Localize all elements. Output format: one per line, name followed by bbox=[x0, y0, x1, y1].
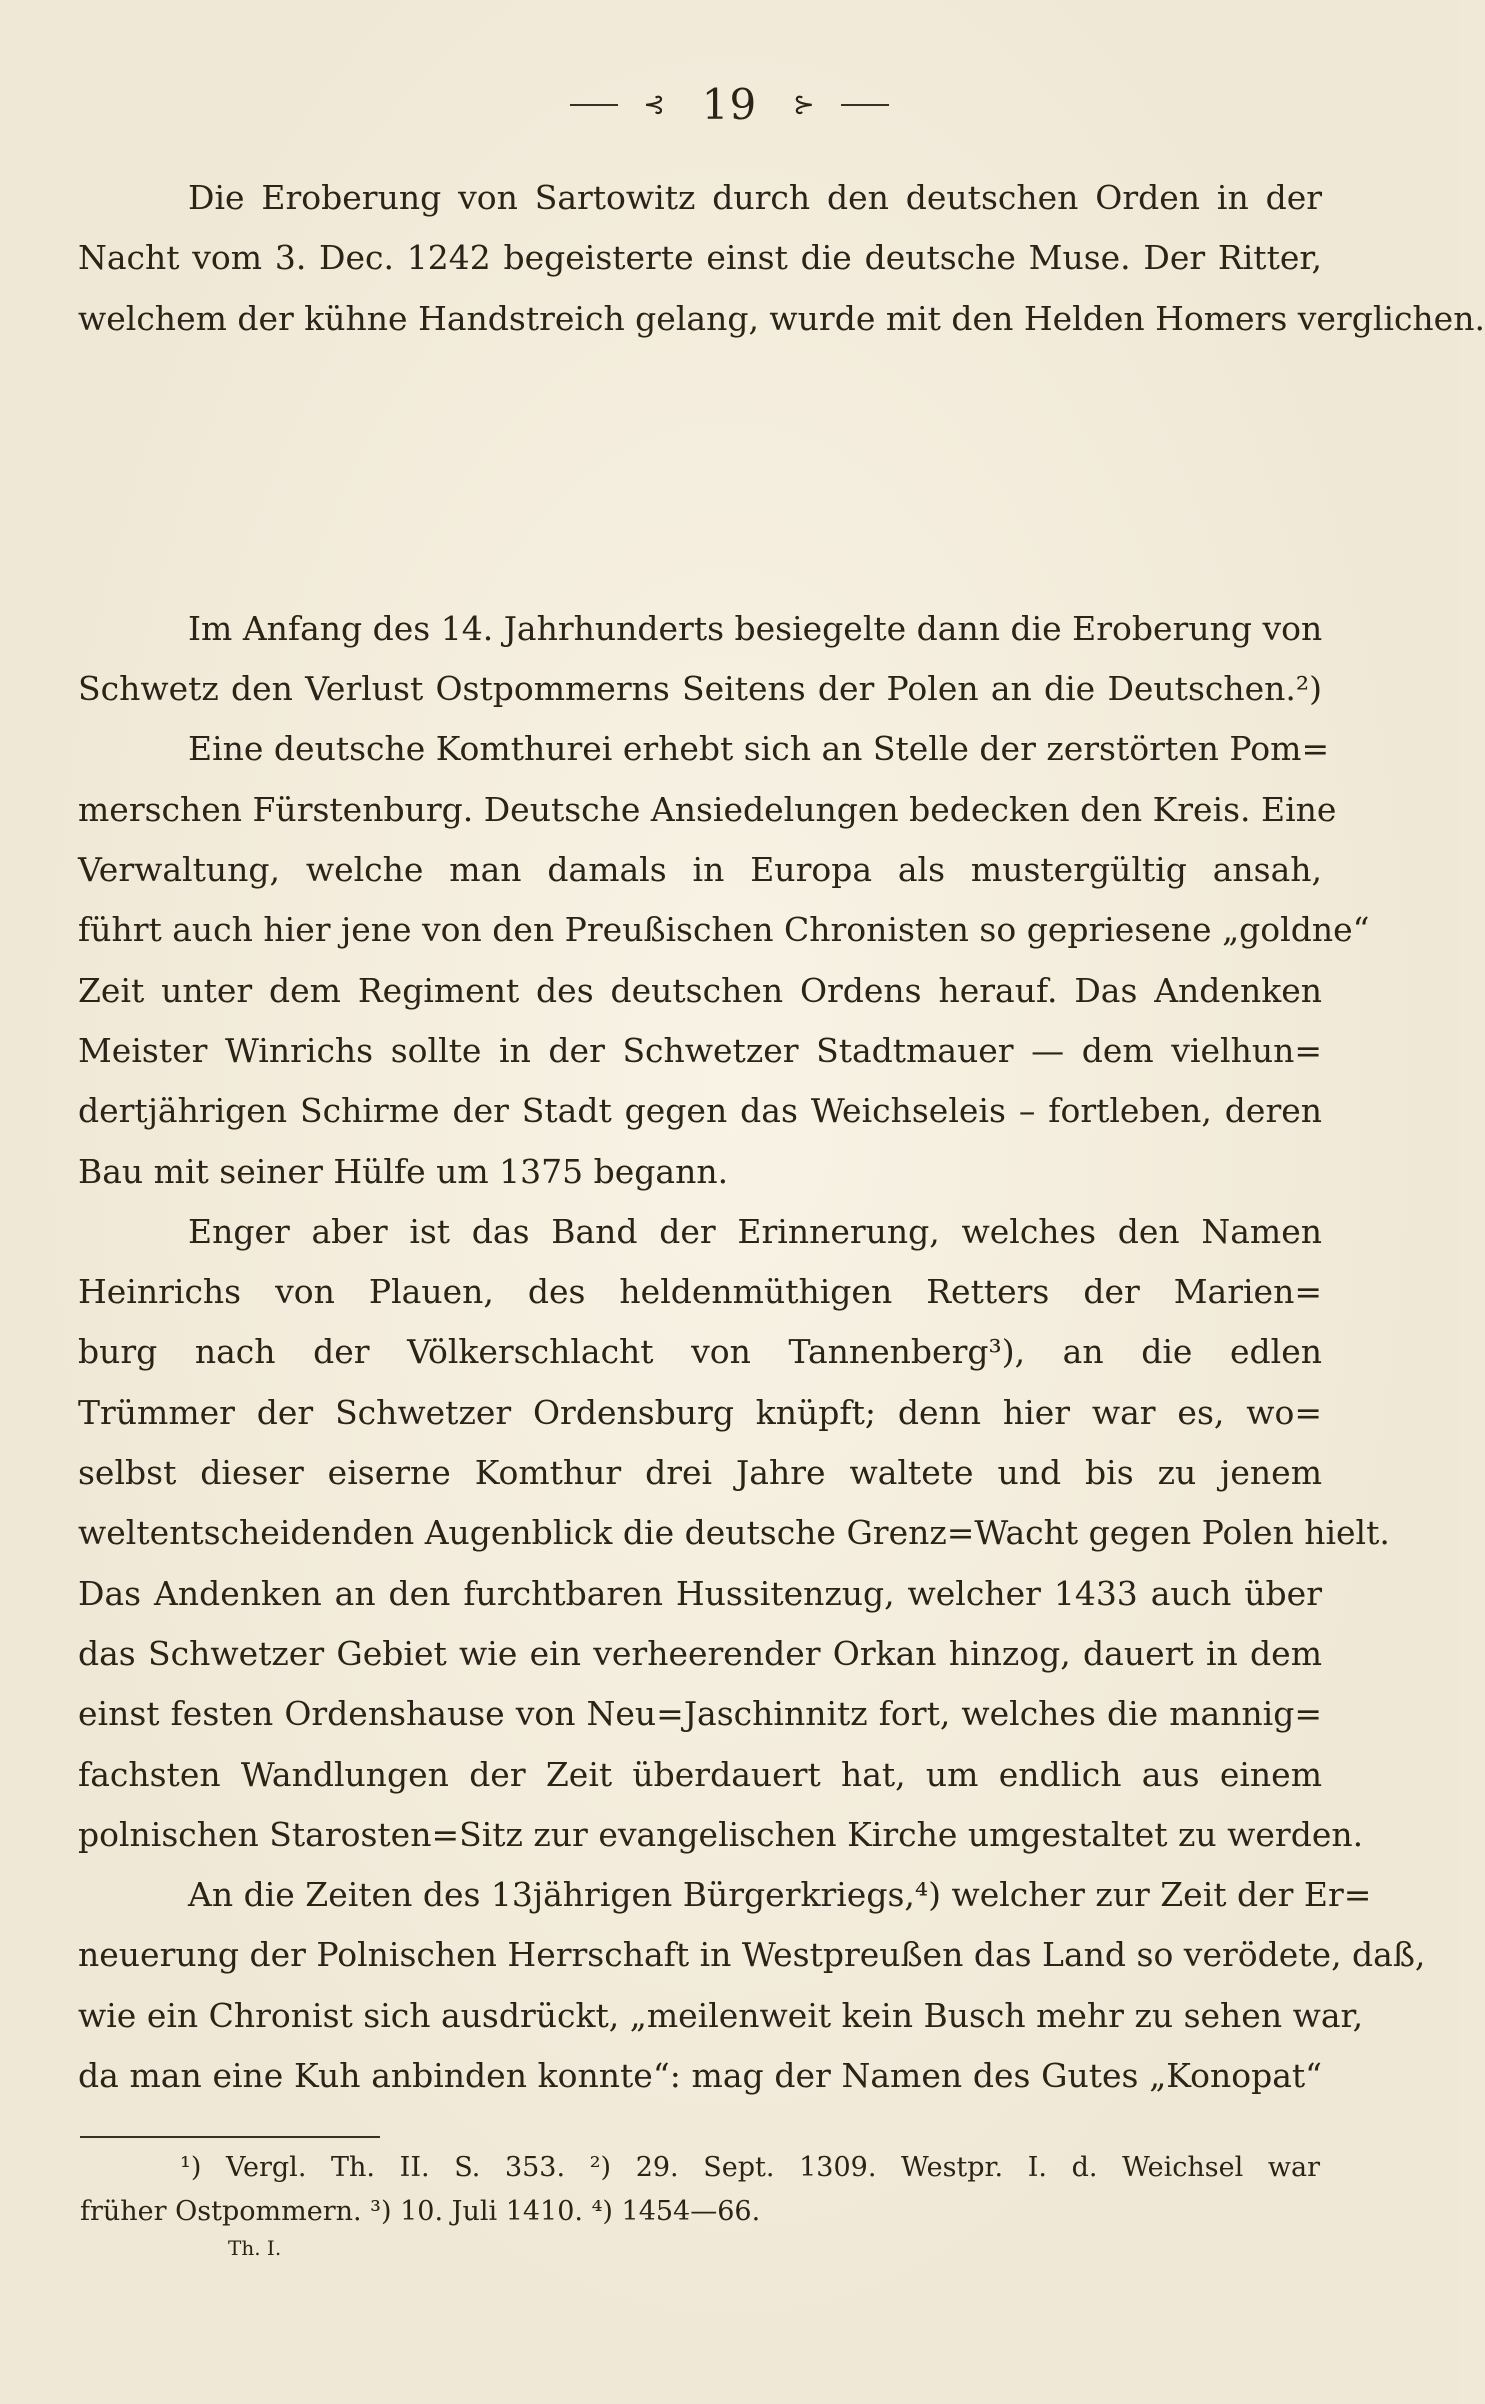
footnote-separator bbox=[80, 2136, 380, 2138]
text-line: Enger aber ist das Band der Erinnerung, welches den Namen bbox=[188, 1211, 1322, 1251]
text-line: Verwaltung, welche man damals in Europa als mustergültig ansah, bbox=[78, 850, 1322, 890]
text-line: Das Andenken an den furchtbaren Hussitenzug, welcher 1433 auch über bbox=[78, 1573, 1322, 1613]
verse-line bbox=[502, 473, 1322, 515]
text-line: Eine deutsche Komthurei erhebt sich an Stelle der zerstörten Pom= bbox=[188, 729, 1330, 769]
verse-line bbox=[502, 389, 1322, 431]
footnote-line: früher Ostpommern. ³) 10. Juli 1410. ⁴) 1454—66. bbox=[80, 2196, 761, 2227]
text-line: Bau mit seiner Hülfe um 1375 begann. bbox=[78, 1151, 729, 1191]
header-rule-right bbox=[841, 104, 889, 106]
text-line: Schwetz den Verlust Ostpommerns Seitens der Polen an die Deutschen.²) bbox=[78, 669, 1322, 709]
text-line: burg nach der Völkerschlacht von Tannenberg³), an die edlen bbox=[78, 1332, 1322, 1372]
footnote-line: ¹) Vergl. Th. II. S. 353. ²) 29. Sept. 1309. Westpr. I. d. Weichsel war bbox=[180, 2152, 1320, 2183]
text-line: Heinrichs von Plauen, des heldenmüthigen Retters der Marien= bbox=[78, 1272, 1322, 1312]
text-line: da man eine Kuh anbinden konnte“: mag der Namen des Gutes „Konopat“ bbox=[78, 2056, 1322, 2096]
verse-line bbox=[502, 431, 1322, 473]
text-line: das Schwetzer Gebiet wie ein verheerender Orkan hinzog, dauert in dem bbox=[78, 1633, 1322, 1673]
text-line: Im Anfang des 14. Jahrhunderts besiegelte dann die Eroberung von bbox=[188, 608, 1323, 648]
verse-line bbox=[502, 557, 1322, 599]
text-line: Meister Winrichs sollte in der Schwetzer Stadtmauer — dem vielhun= bbox=[78, 1030, 1322, 1070]
header-rule-left bbox=[570, 104, 618, 106]
text-line: welchem der kühne Handstreich gelang, wurde mit den Helden Homers verglichen. bbox=[78, 298, 1485, 338]
ornament-right-icon: ⊱ bbox=[792, 90, 816, 120]
text-line: An die Zeiten des 13jährigen Bürgerkriegs,⁴) welcher zur Zeit der Er= bbox=[188, 1875, 1372, 1915]
signature-mark: Th. I. bbox=[228, 2236, 282, 2260]
text-line: weltentscheidenden Augenblick die deutsche Grenz=Wacht gegen Polen hielt. bbox=[78, 1513, 1390, 1553]
verse-line bbox=[502, 515, 1322, 557]
text-line: neuerung der Polnischen Herrschaft in Westpreußen das Land so verödete, daß, bbox=[78, 1935, 1426, 1975]
page-number: 19 bbox=[701, 80, 758, 129]
text-line: Trümmer der Schwetzer Ordensburg knüpft; denn hier war es, wo= bbox=[78, 1392, 1322, 1432]
text-line: Nacht vom 3. Dec. 1242 begeisterte einst die deutsche Muse. Der Ritter, bbox=[78, 238, 1322, 278]
footnotes bbox=[80, 2146, 1320, 2262]
running-header bbox=[0, 78, 1459, 129]
text-line: merschen Fürstenburg. Deutsche Ansiedelungen bedecken den Kreis. Eine bbox=[78, 789, 1337, 829]
ornament-left-icon: ⊰ bbox=[643, 90, 667, 120]
text-line: Zeit unter dem Regiment des deutschen Ordens herauf. Das Andenken bbox=[78, 970, 1322, 1010]
text-line: einst festen Ordenshause von Neu=Jaschinnitz fort, welches die mannig= bbox=[78, 1694, 1322, 1734]
text-line: wie ein Chronist sich ausdrückt, „meilenweit kein Busch mehr zu sehen war, bbox=[78, 1995, 1364, 2035]
text-line: führt auch hier jene von den Preußischen Chronisten so gepriesene „goldne“ bbox=[78, 910, 1370, 950]
text-line: polnischen Starosten=Sitz zur evangelischen Kirche umgestaltet zu werden. bbox=[78, 1814, 1364, 1854]
body-text bbox=[78, 168, 1485, 2106]
verse-line bbox=[502, 347, 1322, 389]
text-line: dertjährigen Schirme der Stadt gegen das Weichseleis – fortleben, deren bbox=[78, 1091, 1322, 1131]
text-line: Die Eroberung von Sartowitz durch den deutschen Orden in der bbox=[188, 178, 1322, 217]
verse-quotation bbox=[78, 347, 1322, 599]
text-line: selbst dieser eiserne Komthur drei Jahre waltete und bis zu jenem bbox=[78, 1453, 1322, 1493]
text-line: fachsten Wandlungen der Zeit überdauert hat, um endlich aus einem bbox=[78, 1754, 1322, 1794]
